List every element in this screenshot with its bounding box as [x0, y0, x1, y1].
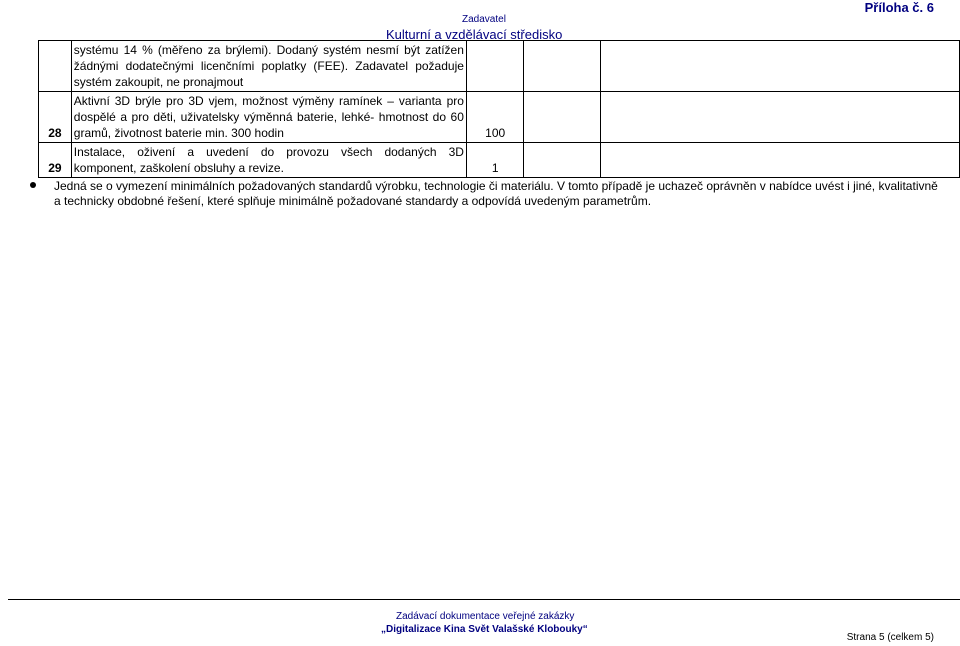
table-row: [39, 143, 960, 178]
empty-cell: [524, 92, 601, 143]
row-number: [39, 41, 72, 92]
footer-divider: [8, 599, 960, 600]
page-number: Strana 5 (celkem 5): [846, 632, 934, 643]
annex-label: Příloha č. 6: [864, 0, 934, 15]
empty-cell: [601, 143, 960, 178]
empty-cell: [601, 41, 960, 92]
header-organization: Kulturní a vzdělávací středisko: [386, 27, 563, 42]
description-line: gramů, životnost baterie min. 300 hodin: [73, 126, 284, 140]
description-line: Aktivní 3D brýle pro 3D vjem, možnost výměny ramínek – varianta pro: [73, 94, 464, 108]
description-line: dospělé a pro děti, uživatelsky výměnná baterie, lehké- hmotnost do 60: [73, 110, 464, 124]
row-quantity: 100: [466, 92, 524, 143]
note-paragraph: [30, 179, 940, 209]
empty-cell: [524, 41, 601, 92]
row-number: 29: [39, 143, 72, 178]
table-row: [39, 41, 960, 92]
description-line: Instalace, oživení a uvedení do provozu všech dodaných 3D: [73, 145, 464, 159]
footer-project-name: „Digitalizace Kina Svět Valašské Klobouky“: [381, 624, 588, 635]
specification-table: [38, 40, 960, 178]
note-text: Jedná se o vymezení minimálních požadovaných standardů výrobku, technologie či materiálu. V tomto případě je uchazeč oprávněn v nabídce uvést i jiné, kvalitativně a technicky obdobné řešení, které splňuje minimálně požadované standardy a odpovídá uvedeným parametrům.: [54, 179, 938, 208]
empty-cell: [601, 92, 960, 143]
table-row: [39, 92, 960, 143]
bullet-icon: [30, 182, 36, 188]
description-line: žádnými dodatečnými licenčními poplatky (FEE). Zadavatel požaduje: [73, 59, 464, 73]
description-line: systému 14 % (měřeno za brýlemi). Dodaný systém nesmí být zatížen: [73, 43, 464, 57]
row-description: [71, 143, 466, 178]
row-description: [71, 92, 466, 143]
description-line: systém zakoupit, ne pronajmout: [73, 75, 244, 89]
empty-cell: [524, 143, 601, 178]
header-client-label: Zadavatel: [462, 14, 506, 25]
row-quantity: 1: [466, 143, 524, 178]
row-number: 28: [39, 92, 72, 143]
footer-document-title: Zadávací dokumentace veřejné zakázky: [396, 611, 575, 622]
row-quantity: [466, 41, 524, 92]
description-line: komponent, zaškolení obsluhy a revize.: [73, 161, 284, 175]
row-description: [71, 41, 466, 92]
